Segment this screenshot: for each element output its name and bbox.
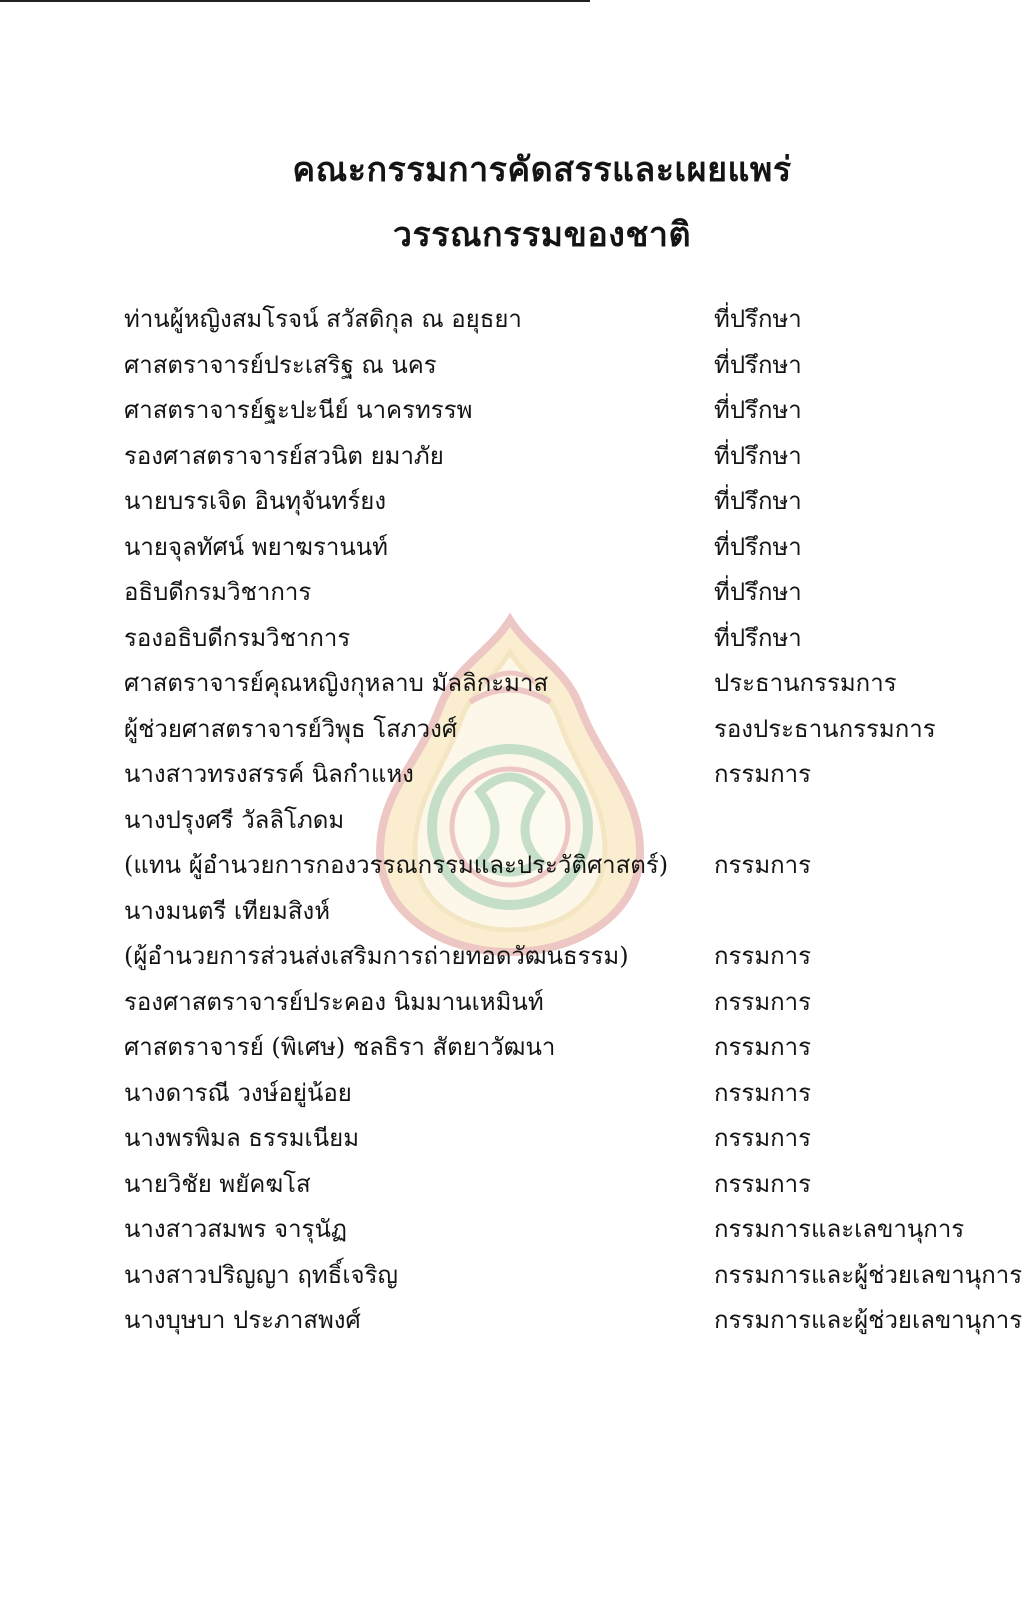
member-role: ที่ปรึกษา (714, 396, 802, 424)
member-role: กรรมการ (714, 851, 812, 879)
member-name: (ผู้อำนวยการส่วนส่งเสริมการถ่ายทอดวัฒนธรรม) (124, 942, 629, 970)
member-role: ที่ปรึกษา (714, 305, 802, 333)
member-name: ผู้ช่วยศาสตราจารย์วิพุธ โสภวงศ์ (124, 715, 458, 743)
member-row (0, 889, 1024, 933)
member-name: นางมนตรี เทียมสิงห์ (124, 897, 331, 925)
member-role: กรรมการและผู้ช่วยเลขานุการ (714, 1261, 1023, 1289)
document-title-line2: วรรณกรรมของชาติ (392, 215, 692, 255)
member-name: นางสาวปริญญา ฤทธิ์เจริญ (124, 1261, 398, 1289)
member-row (0, 1025, 1024, 1069)
member-name: ศาสตราจารย์ (พิเศษ) ชลธิรา สัตยาวัฒนา (124, 1033, 556, 1061)
member-name: รองศาสตราจารย์ประคอง นิมมานเหมินท์ (124, 988, 544, 1016)
member-name: นางดารณี วงษ์อยู่น้อย (124, 1079, 352, 1107)
member-role: ประธานกรรมการ (714, 669, 897, 697)
member-name: นายจุลทัศน์ พยาฆรานนท์ (124, 533, 388, 561)
member-name: (แทน ผู้อำนวยการกองวรรณกรรมและประวัติศาสตร์) (124, 851, 669, 879)
member-name: รองอธิบดีกรมวิชาการ (124, 624, 351, 652)
member-row (0, 1207, 1024, 1251)
member-role: ที่ปรึกษา (714, 624, 802, 652)
member-name: นายบรรเจิด อินทุจันทร์ยง (124, 487, 387, 515)
member-role: กรรมการ (714, 760, 812, 788)
document-title-line1: คณะกรรมการคัดสรรและเผยแพร่ (292, 150, 792, 190)
member-role: กรรมการ (714, 1033, 812, 1061)
member-name: อธิบดีกรมวิชาการ (124, 578, 312, 606)
member-role: ที่ปรึกษา (714, 351, 802, 379)
member-row (0, 1116, 1024, 1160)
member-role: ที่ปรึกษา (714, 578, 802, 606)
member-row (0, 616, 1024, 660)
member-row (0, 525, 1024, 569)
member-role: กรรมการ (714, 1170, 812, 1198)
member-name: นางสาวสมพร จารุนัฏ (124, 1215, 347, 1243)
member-role: ที่ปรึกษา (714, 487, 802, 515)
member-row (0, 707, 1024, 751)
member-role: กรรมการ (714, 942, 812, 970)
member-row (0, 1162, 1024, 1206)
member-name: นายวิชัย พยัคฆโส (124, 1170, 311, 1198)
member-role: ที่ปรึกษา (714, 442, 802, 470)
member-row (0, 980, 1024, 1024)
member-name: นางสาวทรงสรรค์ นิลกำแหง (124, 760, 414, 788)
member-row (0, 388, 1024, 432)
member-name: นางบุษบา ประภาสพงศ์ (124, 1306, 361, 1334)
member-name: ท่านผู้หญิงสมโรจน์ สวัสดิกุล ณ อยุธยา (124, 305, 522, 333)
member-row (0, 752, 1024, 796)
member-role: กรรมการและเลขานุการ (714, 1215, 965, 1243)
member-row (0, 297, 1024, 341)
member-row (0, 434, 1024, 478)
member-name: รองศาสตราจารย์สวนิต ยมาภัย (124, 442, 444, 470)
member-role: รองประธานกรรมการ (714, 715, 936, 743)
member-row (0, 343, 1024, 387)
member-name: ศาสตราจารย์ประเสริฐ ณ นคร (124, 351, 437, 379)
member-row (0, 661, 1024, 705)
member-name: ศาสตราจารย์ฐะปะนีย์ นาครทรรพ (124, 396, 473, 424)
member-row (0, 843, 1024, 887)
member-role: กรรมการและผู้ช่วยเลขานุการ (714, 1306, 1023, 1334)
member-row (0, 1253, 1024, 1297)
member-row (0, 479, 1024, 523)
member-row (0, 1298, 1024, 1342)
member-row (0, 570, 1024, 614)
member-row (0, 934, 1024, 978)
member-role: กรรมการ (714, 988, 812, 1016)
member-name: นางพรพิมล ธรรมเนียม (124, 1124, 360, 1152)
member-role: ที่ปรึกษา (714, 533, 802, 561)
member-role: กรรมการ (714, 1124, 812, 1152)
member-role: กรรมการ (714, 1079, 812, 1107)
member-name: ศาสตราจารย์คุณหญิงกุหลาบ มัลลิกะมาส (124, 669, 549, 697)
member-row (0, 798, 1024, 842)
member-row (0, 1071, 1024, 1115)
member-name: นางปรุงศรี วัลลิโภดม (124, 806, 345, 834)
